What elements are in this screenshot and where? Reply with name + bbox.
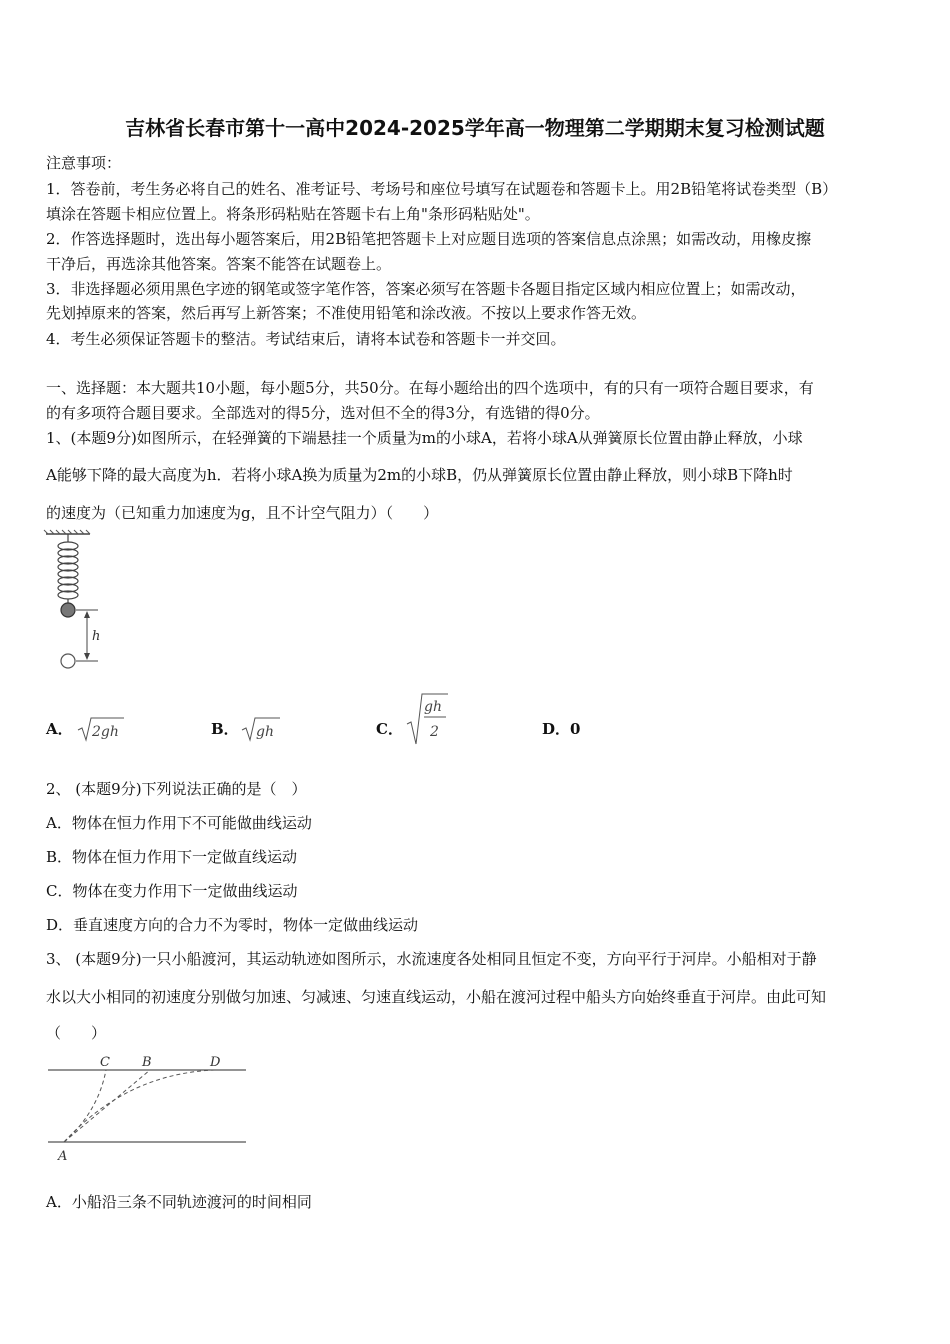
q2-option-d: D．垂直速度方向的合力不为零时，物体一定做曲线运动 bbox=[46, 916, 419, 934]
q3-stem-line-3: （ ） bbox=[46, 1024, 107, 1042]
q1-stem-line-3: 的速度为（已知重力加速度为g，且不计空气阻力）（ ） bbox=[46, 504, 439, 522]
page-title: 吉林省长春市第十一高中2024-2025学年高一物理第二学期期末复习检测试题 bbox=[125, 116, 825, 140]
q1-option-c-denominator: 2 bbox=[430, 724, 439, 740]
q1-option-c-label: C． bbox=[376, 720, 403, 738]
label-c: C bbox=[100, 1055, 110, 1070]
q1-option-b-label: B． bbox=[211, 720, 239, 738]
sqrt-gh bbox=[240, 714, 282, 744]
q3-stem-line-1: 3、 (本题9分)一只小船渡河，其运动轨迹如图所示，水流速度各处相同且恒定不变，方向平行于河岸。小船相对于静 bbox=[46, 950, 817, 968]
q3-option-a: A．小船沿三条不同轨迹渡河的时间相同 bbox=[46, 1193, 312, 1211]
notice-line-6: 先划掉原来的答案，然后再写上新答案；不准使用铅笔和涂改液。不按以上要求作答无效。 bbox=[46, 304, 647, 322]
notice-line-1: 1．答卷前，考生务必将自己的姓名、准考证号、考场号和座位号填写在试题卷和答题卡上。用2B铅笔将试卷类型（B） bbox=[46, 180, 838, 198]
label-b: B bbox=[142, 1055, 152, 1070]
label-a: A bbox=[58, 1149, 68, 1164]
q2-option-b: B．物体在恒力作用下一定做直线运动 bbox=[46, 848, 298, 866]
river-figure bbox=[46, 1052, 251, 1164]
spring-figure bbox=[40, 530, 130, 670]
height-label: h bbox=[92, 629, 101, 644]
notice-heading: 注意事项： bbox=[46, 154, 122, 172]
q1-option-b-expr: gh bbox=[256, 724, 274, 740]
q2-stem: 2、 (本题9分)下列说法正确的是（ ） bbox=[46, 780, 307, 798]
section-line-1: 一、选择题：本大题共10小题，每小题5分，共50分。在每小题给出的四个选项中，有的只有一项符合题目要求，有 bbox=[46, 379, 814, 397]
q1-option-d: D．0 bbox=[542, 720, 581, 738]
q1-option-a-label: A． bbox=[46, 720, 73, 738]
notice-line-7: 4．考生必须保证答题卡的整洁。考试结束后，请将本试卷和答题卡一并交回。 bbox=[46, 330, 566, 348]
q1-stem-line-2: A能够下降的最大高度为h．若将小球A换为质量为2m的小球B，仍从弹簧原长位置由静止释放，则小球B下降h时 bbox=[46, 466, 793, 484]
q3-stem-line-2: 水以大小相同的初速度分别做匀加速、匀减速、匀速直线运动，小船在渡河过程中船头方向始终垂直于河岸。由此可知 bbox=[46, 988, 827, 1006]
label-d: D bbox=[210, 1055, 221, 1070]
q1-option-a-expr: 2gh bbox=[92, 724, 119, 740]
q1-option-c-numerator: gh bbox=[424, 699, 442, 715]
notice-line-5: 3．非选择题必须用黑色字迹的钢笔或签字笔作答，答案必须写在答题卡各题目指定区域内相应位置上；如需改动， bbox=[46, 280, 806, 298]
q1-options bbox=[46, 700, 906, 750]
q2-option-a: A．物体在恒力作用下不可能做曲线运动 bbox=[46, 814, 312, 832]
sqrt-2gh bbox=[76, 714, 126, 744]
notice-line-4: 干净后，再选涂其他答案。答案不能答在试题卷上。 bbox=[46, 255, 392, 273]
q1-stem-line-1: 1、(本题9分)如图所示，在轻弹簧的下端悬挂一个质量为m的小球A，若将小球A从弹簧原长位置由静止释放，小球 bbox=[46, 429, 803, 447]
q2-option-c: C．物体在变力作用下一定做曲线运动 bbox=[46, 882, 298, 900]
sqrt-gh-over-2 bbox=[406, 692, 450, 748]
notice-line-2: 填涂在答题卡相应位置上。将条形码粘贴在答题卡右上角"条形码粘贴处"。 bbox=[46, 205, 540, 223]
section-line-2: 的有多项符合题目要求。全部选对的得5分，选对但不全的得3分，有选错的得0分。 bbox=[46, 404, 600, 422]
notice-line-3: 2．作答选择题时，选出每小题答案后，用2B铅笔把答题卡上对应题目选项的答案信息点涂黑；如需改动，用橡皮擦 bbox=[46, 230, 812, 248]
